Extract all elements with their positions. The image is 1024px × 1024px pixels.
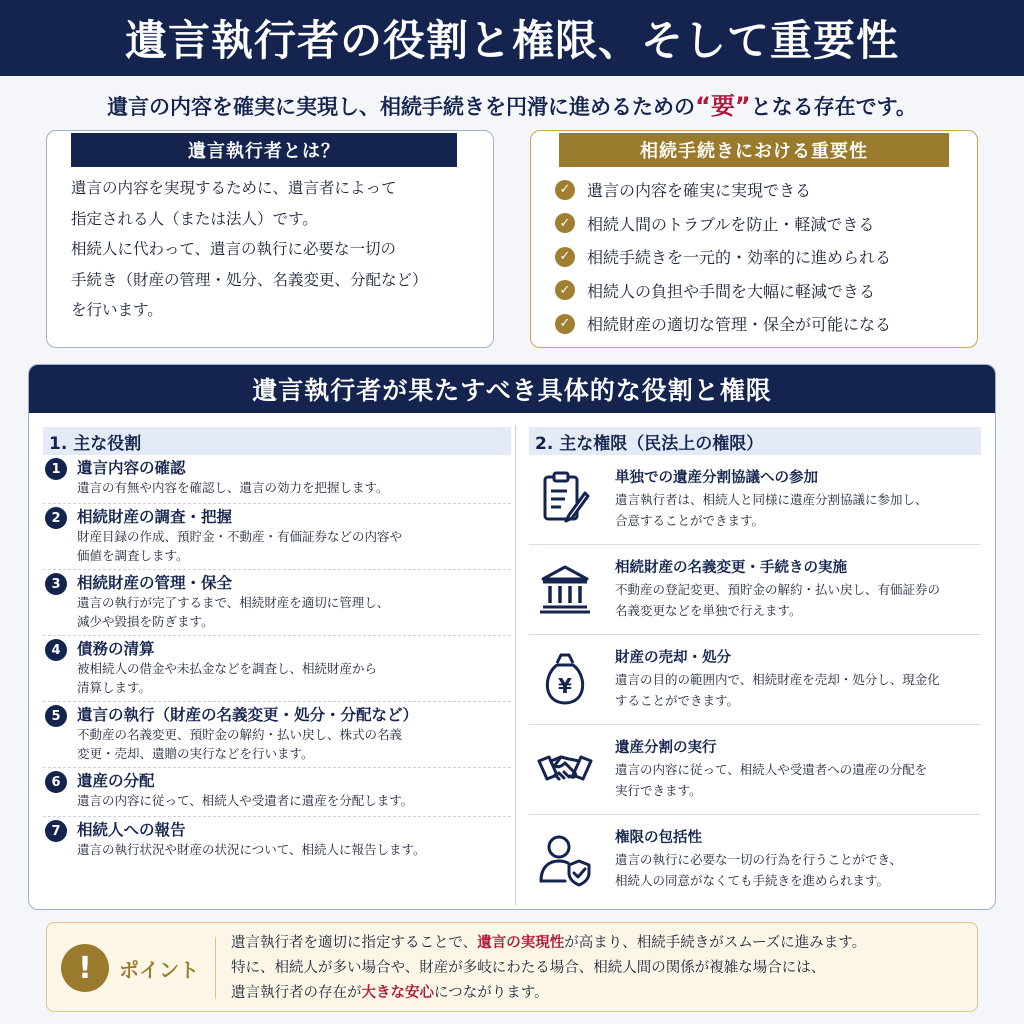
authority-text (615, 827, 975, 891)
roles-subheading: 1. 主な役割 (43, 427, 511, 455)
role-number-badge: 1 (45, 458, 67, 480)
authority-desc: することができます。 (615, 693, 740, 708)
point-highlight: 大きな安心 (361, 985, 434, 1001)
page-title: 遺言執行者の役割と権限、そして重要性 (124, 16, 899, 65)
authority-item (529, 455, 981, 545)
authority-text (615, 647, 975, 711)
role-number-badge: 4 (45, 639, 67, 661)
role-title: 遺言内容の確認 (77, 459, 186, 477)
role-desc: 遺言の執行が完了するまで、相続財産を適切に管理し、 (77, 595, 390, 610)
role-desc: 価値を調査します。 (77, 548, 189, 563)
authority-text (615, 467, 975, 531)
role-item (43, 636, 511, 702)
definition-heading: 遺言執行者とは？ (71, 133, 457, 167)
roles-panel (28, 364, 996, 910)
point-divider (215, 937, 216, 999)
role-desc: 遺言の内容に従って、相続人や受遺者に遺産を分配します。 (77, 793, 414, 808)
role-title: 遺言の執行（財産の名義変更・処分・分配など） (77, 706, 419, 724)
authority-item (529, 815, 981, 905)
definition-line: を行います。 (71, 301, 163, 319)
check-icon: ✓ (555, 213, 575, 233)
authority-desc: 遺言執行者は、相続人と同様に遺産分割協議に参加し、 (615, 492, 928, 507)
check-icon: ✓ (555, 314, 575, 334)
point-text-segment: につながります。 (434, 985, 549, 1001)
bank-building-icon (535, 559, 595, 619)
check-icon: ✓ (555, 280, 575, 300)
authority-desc: 遺言の内容に従って、相続人や受遺者への遺産の分配を (615, 762, 928, 777)
importance-item (555, 207, 891, 241)
role-desc: 遺言の執行状況や財産の状況について、相続人に報告します。 (77, 842, 426, 857)
role-item (43, 570, 511, 636)
authority-column (529, 427, 981, 905)
authority-desc: 不動産の登記変更、預貯金の解約・払い戻し、有価証券の (615, 582, 941, 597)
definition-line: 相続人に代わって、遺言の執行に必要な一切の (71, 240, 397, 258)
role-title: 遺産の分配 (77, 772, 155, 790)
role-item (43, 768, 511, 817)
title-bar (0, 0, 1024, 76)
role-desc: 清算します。 (77, 680, 152, 695)
authority-item (529, 545, 981, 635)
authority-desc: 名義変更などを単独で行えます。 (615, 603, 802, 618)
role-number-badge: 3 (45, 573, 67, 595)
authority-desc: 合意することができます。 (615, 513, 765, 528)
subtitle-accent: “要” (695, 92, 751, 120)
point-label (61, 923, 221, 1013)
role-desc: 変更・売却、遺贈の実行などを行います。 (77, 746, 314, 761)
role-desc: 不動産の名義変更、預貯金の解約・払い戻し、株式の名義 (77, 727, 403, 742)
importance-item (555, 274, 891, 308)
authority-desc: 相続人の同意がなくても手続きを進められます。 (615, 873, 890, 888)
point-text-segment: 遺言執行者の存在が (231, 985, 362, 1001)
role-number-badge: 2 (45, 507, 67, 529)
authority-item (529, 635, 981, 725)
importance-heading: 相続手続きにおける重要性 (559, 133, 949, 167)
point-label-text: ポイント (119, 957, 199, 982)
authority-subheading: 2. 主な権限（民法上の権限） (529, 427, 981, 455)
role-item (43, 504, 511, 570)
role-title: 相続財産の管理・保全 (77, 574, 233, 592)
roles-column (43, 427, 511, 866)
importance-item (555, 307, 891, 341)
importance-item (555, 173, 891, 207)
authority-desc: 遺言の目的の範囲内で、相続財産を売却・処分し、現金化 (615, 672, 940, 687)
money-bag-icon (535, 649, 595, 709)
role-title: 相続財産の調査・把握 (77, 508, 233, 526)
role-item (43, 817, 511, 866)
authority-desc: 遺言の執行に必要な一切の行為を行うことができ、 (615, 852, 903, 867)
role-item (43, 702, 511, 768)
role-desc: 遺言の有無や内容を確認し、遺言の効力を把握します。 (77, 480, 389, 495)
handshake-icon (535, 739, 595, 799)
definition-text (71, 173, 481, 326)
subtitle-text-end: となる存在です。 (750, 95, 917, 119)
person-shield-icon (535, 829, 595, 889)
importance-item-text: 相続財産の適切な管理・保全が可能になる (587, 315, 892, 335)
definition-line: 手続き（財産の管理・処分、名義変更、分配など） (71, 270, 428, 289)
authority-text (615, 557, 975, 621)
authority-title: 財産の売却・処分 (615, 650, 731, 666)
role-desc: 減少や毀損を防ぎます。 (77, 614, 214, 629)
point-highlight: 遺言の実現性 (477, 935, 565, 951)
svg-text:¥: ¥ (558, 674, 572, 698)
exclamation-icon: ! (61, 944, 109, 992)
authority-text (615, 737, 975, 801)
authority-item (529, 725, 981, 815)
importance-item (555, 240, 891, 274)
role-title: 相続人への報告 (77, 821, 186, 839)
importance-item-text: 相続人間のトラブルを防止・軽減できる (587, 214, 875, 234)
role-desc: 被相続人の借金や未払金などを調査し、相続財産から (77, 661, 378, 676)
authority-title: 遺産分割の実行 (615, 740, 717, 756)
point-box (46, 922, 978, 1012)
point-line (231, 931, 866, 956)
subtitle-text: 遺言の内容を確実に実現し、相続手続きを円滑に進めるための (107, 95, 696, 119)
importance-item-text: 相続手続きを一元的・効率的に進められる (587, 248, 892, 268)
importance-item-text: 遺言の内容を確実に実現できる (587, 181, 812, 201)
point-line (231, 981, 866, 1006)
point-text (231, 931, 866, 1006)
check-icon: ✓ (555, 247, 575, 267)
authority-title: 相続財産の名義変更・手続きの実施 (615, 560, 847, 576)
authority-title: 権限の包括性 (615, 830, 702, 846)
role-desc: 財産目録の作成、預貯金・不動産・有価証券などの内容や (77, 529, 403, 544)
subtitle (0, 86, 1024, 121)
point-text-segment: 遺言執行者を適切に指定することで、 (231, 935, 478, 951)
column-divider (515, 425, 516, 905)
clipboard-pen-icon (535, 469, 595, 529)
role-number-badge: 5 (45, 705, 67, 727)
importance-card (530, 130, 978, 348)
role-title: 債務の清算 (77, 640, 155, 658)
importance-item-text: 相続人の負担や手間を大幅に軽減できる (587, 281, 876, 301)
definition-line: 遺言の内容を実現するために、遺言者によって (71, 179, 397, 197)
role-item (43, 455, 511, 504)
roles-heading: 遺言執行者が果たすべき具体的な役割と権限 (29, 365, 995, 413)
role-number-badge: 6 (45, 771, 67, 793)
authority-title: 単独での遺産分割協議への参加 (615, 470, 818, 486)
authority-desc: 実行できます。 (615, 783, 702, 798)
point-text-segment: が高まり、相続手続きがスムーズに進みます。 (564, 935, 867, 951)
point-line: 特に、相続人が多い場合や、財産が多岐にわたる場合、相続人間の関係が複雑な場合には、 (231, 960, 826, 976)
role-number-badge: 7 (45, 820, 67, 842)
definition-line: 指定される人（または法人）です。 (71, 209, 318, 228)
check-icon: ✓ (555, 180, 575, 200)
definition-card (46, 130, 494, 348)
importance-list (555, 173, 891, 341)
